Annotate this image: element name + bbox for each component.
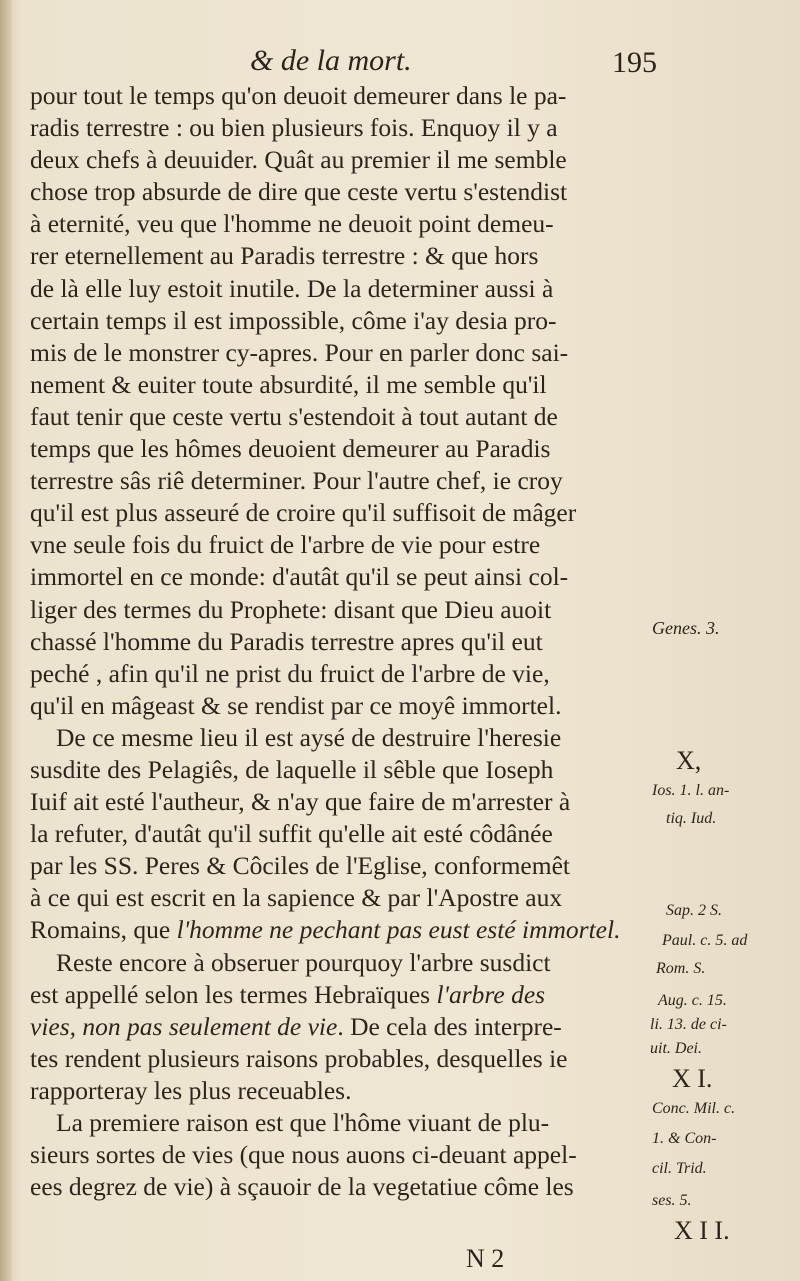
- text-span: est appellé selon les termes Hebraïques: [30, 979, 437, 1009]
- text-span: . De cela des interpre-: [337, 1011, 562, 1041]
- margin-note: ses. 5.: [652, 1192, 692, 1209]
- margin-note: li. 13. de ci-: [650, 1016, 727, 1033]
- page-number: 195: [612, 46, 657, 79]
- text-line: De ce mesme lieu il est aysé de destruire l'heresie: [56, 722, 562, 752]
- text-line: à ce qui est escrit en la sapience & par l'Apostre aux: [30, 883, 563, 913]
- text-line: terrestre sâs riê determiner. Pour l'autre chef, ie croy: [30, 466, 563, 496]
- text-line: [30, 914, 650, 946]
- margin-note: Rom. S.: [656, 960, 706, 977]
- text-line: chose trop absurde de dire que ceste vertu s'estendist: [30, 177, 568, 207]
- text-line: de là elle luy estoit inutile. De la determiner aussi à: [30, 273, 554, 303]
- margin-note: Genes. 3.: [652, 618, 720, 638]
- text-line: rer eternellement au Paradis terrestre : & que hors: [30, 241, 539, 271]
- text-line: temps que les hômes deuoient demeurer au Paradis: [30, 434, 551, 464]
- text-line: [30, 979, 650, 1011]
- text-line: qu'il en mâgeast & se rendist par ce moyê immortel.: [30, 690, 562, 720]
- margin-note: uit. Dei.: [650, 1040, 702, 1057]
- text-line: Reste encore à obseruer pourquoy l'arbre susdict: [56, 947, 551, 977]
- text-line: pour tout le temps qu'on deuoit demeurer dans le pa-: [30, 81, 567, 110]
- text-line: vne seule fois du fruict de l'arbre de vie pour estre: [30, 530, 541, 560]
- text-span: vies, non pas seulement: [30, 1011, 278, 1041]
- text-span: Romains, que: [30, 915, 177, 945]
- page-gutter: [0, 0, 12, 1281]
- text-line: sieurs sortes de vies (que nous auons ci-deuant appel-: [30, 1140, 577, 1170]
- margin-note: Paul. c. 5. ad: [662, 932, 748, 949]
- text-line: susdite des Pelagiês, de laquelle il sêble que Ioseph: [30, 754, 554, 784]
- text-line: immortel en ce monde: d'autât qu'il se peut ainsi col-: [30, 562, 569, 592]
- text-line: par les SS. Peres & Côciles de l'Eglise, conformemêt: [30, 851, 570, 881]
- text-line: Iuif ait esté l'autheur, & n'ay que faire de m'arrester à: [30, 787, 571, 817]
- margin-note: X I I.: [674, 1216, 730, 1245]
- body-text: [30, 80, 650, 1203]
- margin-note: 1. & Con-: [652, 1130, 717, 1147]
- margin-note: Aug. c. 15.: [658, 992, 727, 1009]
- text-line: ees degrez de vie) à sçauoir de la vegetatiue côme les: [30, 1172, 574, 1202]
- text-line: tes rendent plusieurs raisons probables, desquelles ie: [30, 1043, 568, 1073]
- margin-note: tiq. Iud.: [666, 810, 717, 827]
- text-line: la refuter, d'autât qu'il suffit qu'elle ait esté côdânée: [30, 819, 553, 849]
- text-line: peché , afin qu'il ne prist du fruict de l'arbre de vie,: [30, 658, 550, 688]
- running-head: & de la mort.: [250, 44, 412, 77]
- signature-mark: N 2: [466, 1244, 505, 1273]
- text-line: faut tenir que ceste vertu s'estendoit à tout autant de: [30, 401, 558, 431]
- text-line: radis terrestre : ou bien plusieurs fois. Enquoy il y a: [30, 113, 558, 143]
- text-line: rapporteray les plus receuables.: [30, 1075, 352, 1105]
- margin-note: X,: [676, 746, 702, 775]
- text-line: liger des termes du Prophete: disant que Dieu auoit: [30, 594, 552, 624]
- margin-note: Sap. 2 S.: [666, 902, 722, 919]
- text-line: chassé l'homme du Paradis terrestre apres qu'il eut: [30, 626, 543, 656]
- margin-note: cil. Trid.: [652, 1160, 707, 1177]
- text-line: qu'il est plus asseuré de croire qu'il suffisoit de mâger: [30, 498, 577, 528]
- italic-term: de vie: [277, 1011, 338, 1041]
- margin-note: Ios. 1. l. an-: [652, 782, 730, 799]
- italic-term: l'arbre des: [436, 979, 546, 1009]
- text-line: La premiere raison est que l'hôme viuant de plu-: [56, 1108, 550, 1137]
- text-line: à eternité, veu que l'homme ne deuoit point demeu-: [30, 209, 554, 239]
- text-line: nement & euiter toute absurdité, il me semble qu'il: [30, 369, 547, 399]
- text-line: mis de le monstrer cy-apres. Pour en parler donc sai-: [30, 337, 569, 367]
- italic-quote: l'homme ne pechant pas eust esté immortel.: [176, 915, 621, 945]
- margin-note: X I.: [672, 1064, 713, 1093]
- text-line: certain temps il est impossible, côme i'ay desia pro-: [30, 305, 557, 335]
- text-line: deux chefs à deuuider. Quât au premier il me semble: [30, 145, 567, 175]
- text-line: [30, 1011, 650, 1043]
- margin-note: Conc. Mil. c.: [652, 1100, 736, 1117]
